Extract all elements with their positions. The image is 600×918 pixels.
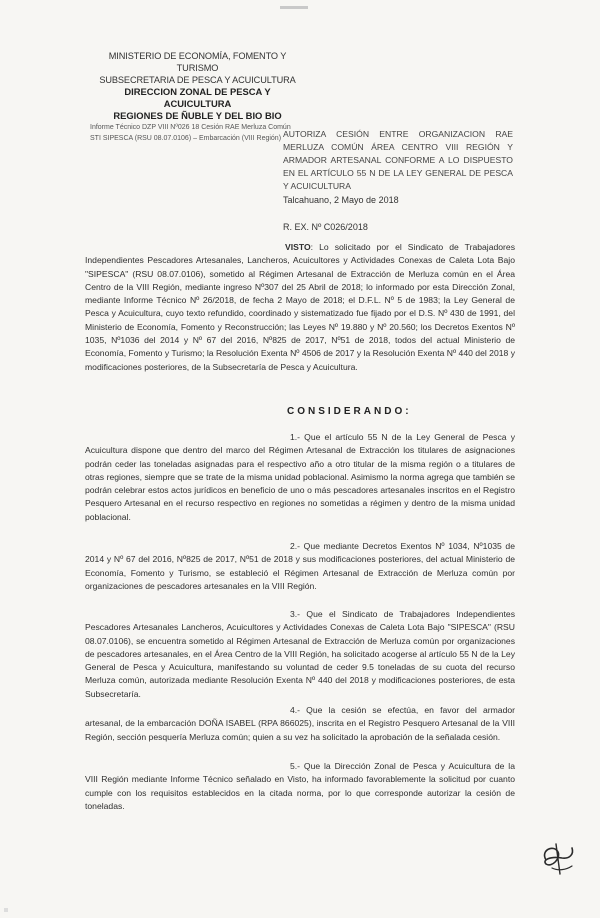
direccion-line: DIRECCION ZONAL DE PESCA Y ACUICULTURA [124,86,271,109]
visto-label: VISTO [285,242,311,252]
letterhead [90,50,305,143]
considerando-5: 5.- Que la Dirección Zonal de Pesca y Acuicultura de la VIII Región mediante Informe Técnico señalado en Visto, ha informado favorablemente la solicitud por cuanto cumple con los requisitos establecidos en la citada norma, por lo que corresponde autorizar la cesión de toneladas. [85,761,515,811]
considerando-heading: CONSIDERANDO: [287,406,412,417]
reference-line-1: Informe Técnico DZP VIII Nº026 18 Cesión RAE Merluza Común [90,124,291,131]
reference-line-2: STI SIPESCA (RSU 08.07.0106) – Embarcación (VIII Región) [90,134,282,142]
resolution-subject: AUTORIZA CESIÓN ENTRE ORGANIZACION RAE MERLUZA COMÚN ÁREA CENTRO VIII REGIÓN Y ARMADOR ARTESANAL CONFORME A LO DISPUESTO EN EL ARTÍCULO 55 N DE LA LEY GENERAL DE PESCA Y ACUICULTURA [283,129,513,191]
resolution-date: Talcahuano, 2 Mayo de 2018 [283,195,399,205]
ministry-line: MINISTERIO DE ECONOMÍA, FOMENTO Y TURISMO [108,51,287,73]
considerando-3: 3.- Que el Sindicato de Trabajadores Independientes Pescadores Artesanales Lancheros, Acuicultores y Actividades Conexas de Caleta Lota Bajo "SIPESCA" (RSU 08.07.0106), se encuentra sometido al Régimen Artesanal de Extracción de Merluza común por organizaciones de pescadores artesanales, en el Área Centro de la VIII Región, ha solicitado acogerse al artículo 55 N de la Ley General de Pesca y Acuicultura, manifestando su voluntad de ceder 9.5 toneladas de su cuota del recurso Merluza común, autorizada mediante Resolución Exenta Nº 440 del 2018 y modificaciones posteriores, de esta Subsecretaría. [85,609,515,699]
considerando-4: 4.- Que la cesión se efectúa, en favor del armador artesanal, de la embarcación DOÑA ISABEL (RPA 866025), inscrita en el Registro Pesquero Artesanal de la VIII Región, sección pesquería Merluza común; quien a su vez ha solicitado la aprobación de la señalada cesión. [85,705,515,742]
considerando-2: 2.- Que mediante Decretos Exentos Nº 1034, Nº1035 de 2014 y Nº 67 del 2016, Nº825 de 2017, Nº51 de 2018 y sus modificaciones posteriores, del actual Ministerio de Economía, Fomento y Turismo, se estableció el Régimen Artesanal de Extracción de Merluza común por organizaciones de pescadores artesanales en la VIII Región. [85,541,515,591]
resolution-number: R. EX. Nº C026/2018 [283,222,368,232]
scan-artifact [4,908,8,912]
considerando-1: 1.- Que el artículo 55 N de la Ley General de Pesca y Acuicultura dispone que dentro del marco del Régimen Artesanal de Extracción los titulares de asignaciones podrán ceder las toneladas asignadas para el respectivo año a otro titular de la misma región o a titulares de otras regiones, siempre que se trate de la misma unidad poblacional. Asimismo la norma agrega que también se podrán celebrar estos actos jurídicos en beneficio de uno o más pescadores artesanales inscritos en el Registro Pesquero Artesanal en el recurso respectivo en regiones no sometidas a régimen y dentro de la misma unidad poblacional. [85,432,515,522]
visto-paragraph [85,241,515,374]
handwritten-initials-signature [532,838,582,878]
scan-mark [280,6,308,9]
regiones-line: REGIONES DE ÑUBLE Y DEL BIO BIO [113,110,282,121]
subsecretaria-line: SUBSECRETARIA DE PESCA Y ACUICULTURA [99,75,296,85]
visto-text: : Lo solicitado por el Sindicato de Trabajadores Independientes Pescadores Artesanales, Lancheros, Acuicultores y Actividades Conexas de Caleta Lota Bajo "SIPESCA" (RSU 08.07.0106), sometido al Régimen Artesanal de Extracción de Merluza común en el Área Centro de la VIII Región, mediante ingreso Nº307 del 25 Abril de 2018; lo informado por esta Dirección Zonal, mediante Informe Técnico Nº 26/2018, de fecha 2 Mayo de 2018; el D.F.L. Nº 5 de 1983; la Ley General de Pesca y Acuicultura, cuyo texto refundido, coordinado y sistematizado fue fijado por el D.S. Nº 430 de 1991, del Ministerio de Economía, Fomento y Reconstrucción; las Leyes Nº 19.880 y Nº 20.560; los Decretos Exentos Nº 1035, Nº1036 del 2014 y Nº 67 del 2016, Nº825 de 2017, Nº51 de 2018, todos del actual Ministerio de Economía, Fomento y Turismo; la Resolución Exenta Nº 4506 de 2017 y la Resolución Exenta Nº 440 del 2018 y modificaciones posteriores, de la Subsecretaría de Pesca y Acuicultura. [85,242,515,372]
